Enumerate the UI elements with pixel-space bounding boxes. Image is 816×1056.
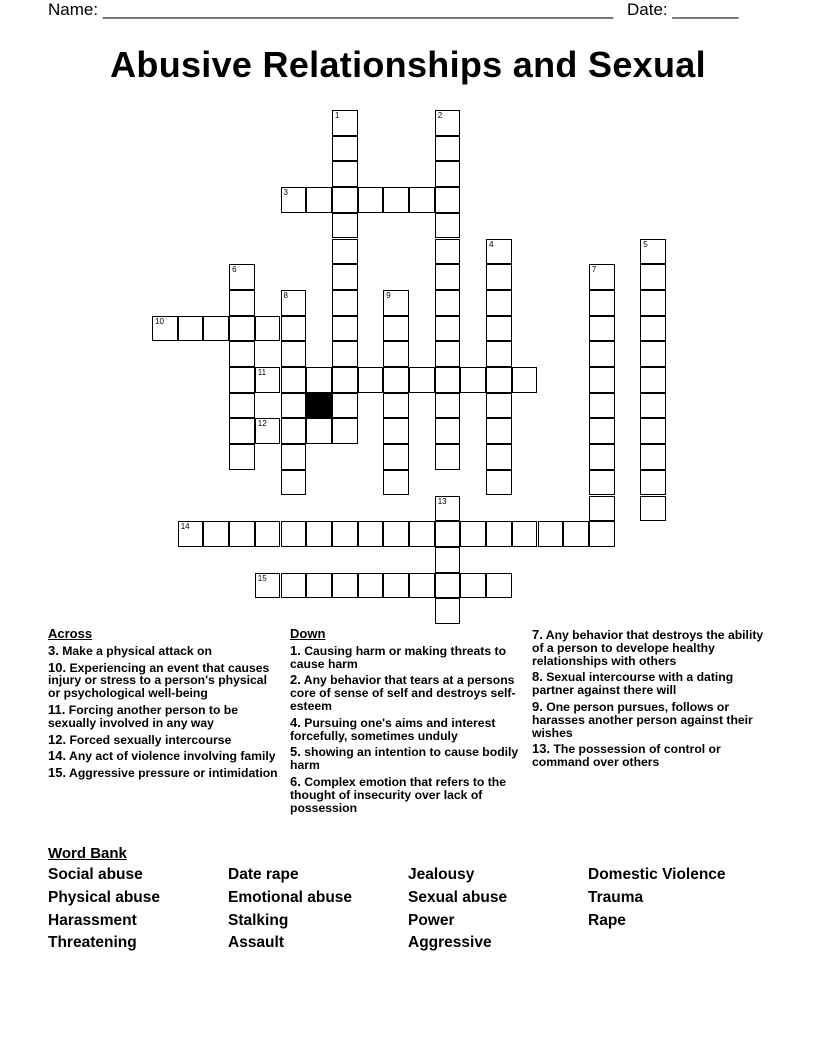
grid-cell[interactable] — [255, 367, 281, 393]
grid-cell[interactable] — [332, 573, 358, 599]
clue-text: Experiencing an event that causes injury or stress to a person's physical or psychological well-being — [48, 660, 270, 701]
clue-number: 13. — [532, 741, 551, 757]
word-bank-item: Harassment — [48, 912, 137, 929]
grid-cell[interactable] — [409, 367, 435, 393]
clue — [48, 659, 280, 701]
clue — [48, 731, 280, 747]
grid-cell[interactable] — [306, 367, 332, 393]
grid-cell[interactable] — [383, 470, 409, 496]
cell-number: 4 — [489, 239, 494, 249]
grid-cell[interactable] — [383, 187, 409, 213]
cell-number: 10 — [155, 316, 164, 326]
grid-cell[interactable] — [229, 341, 255, 367]
clue-number: 1. — [290, 642, 301, 658]
grid-cell[interactable] — [383, 418, 409, 444]
clue — [48, 750, 280, 763]
grid-cell[interactable] — [281, 573, 307, 599]
cell-number: 8 — [283, 290, 288, 300]
grid-cell[interactable] — [640, 444, 666, 470]
grid-cell[interactable] — [281, 316, 307, 342]
clue — [290, 714, 526, 743]
clue-text: Any behavior that tears at a persons core of sense of self and destroys self-esteem — [290, 673, 516, 713]
grid-cell[interactable] — [281, 393, 307, 419]
grid-cell[interactable] — [383, 444, 409, 470]
grid-cell[interactable] — [332, 316, 358, 342]
grid-cell[interactable] — [486, 418, 512, 444]
grid-cell[interactable] — [486, 316, 512, 342]
word-bank-item: Jealousy — [408, 866, 475, 883]
grid-cell[interactable] — [435, 213, 461, 239]
grid-cell[interactable] — [589, 496, 615, 522]
grid-cell[interactable] — [486, 470, 512, 496]
word-bank-item: Stalking — [228, 912, 289, 929]
cell-number: 15 — [257, 573, 267, 583]
grid-cell[interactable] — [383, 290, 409, 316]
cell-number: 6 — [232, 265, 237, 275]
grid-cell[interactable] — [255, 316, 281, 342]
clue — [532, 671, 764, 697]
word-bank-item: Trauma — [588, 889, 644, 906]
grid-cell[interactable] — [486, 341, 512, 367]
grid-cell[interactable] — [332, 341, 358, 367]
clue — [48, 642, 280, 658]
clue-number: 2. — [290, 672, 301, 688]
grid-cell[interactable] — [640, 341, 666, 367]
grid-cell[interactable] — [486, 290, 512, 316]
grid-cell[interactable] — [306, 418, 332, 444]
grid-cell[interactable] — [589, 521, 615, 547]
grid-cell[interactable] — [281, 470, 307, 496]
grid-cell[interactable] — [332, 264, 358, 290]
cell-number: 5 — [643, 239, 648, 249]
grid-cell[interactable] — [383, 573, 409, 599]
grid-cell[interactable] — [435, 367, 461, 393]
grid-cell[interactable] — [435, 341, 461, 367]
grid-cell[interactable] — [358, 521, 384, 547]
grid-cell[interactable] — [512, 521, 538, 547]
cell-number: 7 — [591, 265, 597, 275]
clue-number: 11. — [48, 701, 66, 717]
grid-cell[interactable] — [435, 239, 461, 265]
clue — [532, 698, 764, 740]
grid-cell[interactable] — [435, 598, 461, 624]
grid-cell[interactable] — [435, 187, 461, 213]
grid-cell[interactable] — [332, 161, 358, 187]
grid-cell[interactable] — [152, 316, 178, 342]
grid-cell[interactable] — [306, 521, 332, 547]
clue — [48, 767, 280, 780]
grid-cell[interactable] — [332, 367, 358, 393]
word-bank-item: Date rape — [228, 866, 299, 883]
grid-cell[interactable] — [332, 187, 358, 213]
grid-cell[interactable] — [383, 393, 409, 419]
clue-text: Sexual intercourse with a dating partner against there will — [532, 670, 734, 698]
grid-cell[interactable] — [640, 418, 666, 444]
grid-cell[interactable] — [229, 444, 255, 470]
clue-number: 9. — [532, 698, 543, 714]
down-clues — [290, 628, 526, 818]
cell-number: 12 — [257, 419, 267, 429]
clue-number: 4. — [290, 714, 301, 730]
name-field[interactable]: Name: ______________________________________________________ — [48, 0, 614, 19]
grid-cell[interactable] — [332, 213, 358, 239]
grid-cell[interactable] — [486, 521, 512, 547]
clue-text: Forcing another person to be sexually involved in any way — [48, 702, 239, 730]
grid-cell[interactable] — [409, 187, 435, 213]
grid-cell[interactable] — [589, 393, 615, 419]
cell-number: 9 — [386, 290, 391, 300]
grid-cell[interactable] — [255, 521, 281, 547]
grid-cell[interactable] — [435, 316, 461, 342]
grid-cell[interactable] — [589, 418, 615, 444]
grid-cell[interactable] — [409, 573, 435, 599]
grid-cell[interactable] — [435, 496, 461, 522]
across-heading: Across — [48, 626, 93, 641]
clue-text: Make a physical attack on — [58, 643, 212, 658]
grid-cell[interactable] — [512, 367, 538, 393]
grid-cell[interactable] — [486, 393, 512, 419]
word-bank-item: Rape — [588, 912, 626, 929]
grid-cell[interactable] — [486, 367, 512, 393]
grid-cell[interactable] — [589, 316, 615, 342]
grid-cell[interactable] — [383, 521, 409, 547]
grid-cell[interactable] — [383, 316, 409, 342]
word-bank-item: Assault — [228, 934, 284, 951]
grid-cell[interactable] — [435, 110, 461, 136]
grid-cell[interactable] — [640, 470, 666, 496]
clue-text: The possession of control or command over others — [532, 742, 721, 770]
grid-cell[interactable] — [486, 573, 512, 599]
cell-number: 14 — [180, 522, 190, 532]
grid-cell[interactable] — [281, 418, 307, 444]
word-bank-item: Power — [408, 912, 455, 929]
grid-cell[interactable] — [460, 573, 486, 599]
clue-number: 6. — [290, 773, 301, 789]
clue-text: showing an intention to cause bodily harm — [290, 745, 519, 773]
grid-cell[interactable] — [229, 418, 255, 444]
grid-cell[interactable] — [178, 521, 204, 547]
clue-number: 5. — [290, 744, 301, 760]
cell-number: 11 — [257, 368, 267, 377]
grid-cell[interactable] — [358, 187, 384, 213]
date-field[interactable]: Date: _______ — [627, 0, 739, 19]
black-cell — [306, 393, 332, 419]
grid-cell[interactable] — [640, 290, 666, 316]
grid-cell[interactable] — [435, 521, 461, 547]
clue-number: 12. — [48, 731, 67, 747]
grid-cell[interactable] — [203, 316, 229, 342]
grid-cell[interactable] — [538, 521, 564, 547]
word-bank-heading: Word Bank — [48, 845, 127, 862]
clue — [290, 746, 526, 772]
down-clues-continued — [532, 629, 764, 773]
grid-cell[interactable] — [281, 521, 307, 547]
grid-cell[interactable] — [640, 393, 666, 419]
grid-cell[interactable] — [281, 290, 307, 316]
grid-cell[interactable] — [589, 290, 615, 316]
grid-cell[interactable] — [255, 418, 281, 444]
grid-cell[interactable] — [332, 418, 358, 444]
grid-cell[interactable] — [589, 367, 615, 393]
grid-cell[interactable] — [640, 496, 666, 522]
grid-cell[interactable] — [640, 316, 666, 342]
across-clues — [48, 628, 280, 784]
down-heading: Down — [290, 626, 326, 641]
word-bank-item: Sexual abuse — [408, 889, 508, 906]
clue-number: 3. — [48, 642, 59, 658]
clue-text: Any behavior that destroys the ability of a person to develope healthy relationships with others — [532, 628, 764, 668]
grid-cell[interactable] — [435, 393, 461, 419]
grid-cell[interactable] — [332, 393, 358, 419]
clue — [290, 773, 526, 815]
clue — [290, 642, 526, 671]
grid-cell[interactable] — [332, 136, 358, 162]
clue-number: 8. — [532, 669, 543, 685]
grid-cell[interactable] — [640, 367, 666, 393]
grid-cell[interactable] — [640, 239, 666, 265]
word-bank-item: Aggressive — [408, 934, 492, 951]
puzzle-title: Abusive Relationships and Sexual — [110, 44, 706, 85]
clue-text: Complex emotion that refers to the thought of insecurity over lack of possession — [290, 774, 507, 815]
word-bank-item: Threatening — [48, 934, 137, 951]
clue-number: 15. — [48, 765, 67, 781]
grid-cell[interactable] — [281, 187, 307, 213]
clue-text: One person pursues, follows or harasses another person against their wishes — [532, 699, 753, 740]
grid-cell[interactable] — [229, 393, 255, 419]
clue — [532, 629, 764, 667]
cell-number: 3 — [283, 188, 288, 198]
cell-number: 13 — [437, 496, 447, 506]
grid-cell[interactable] — [229, 367, 255, 393]
grid-cell[interactable] — [281, 341, 307, 367]
clue-number: 10. — [48, 659, 67, 675]
clue-text: Any act of violence involving family — [66, 749, 276, 764]
grid-cell[interactable] — [229, 521, 255, 547]
clue — [532, 743, 764, 769]
grid-cell[interactable] — [486, 264, 512, 290]
grid-cell[interactable] — [332, 110, 358, 136]
grid-cell[interactable] — [306, 573, 332, 599]
clue-text: Causing harm or making threats to cause harm — [290, 643, 507, 671]
grid-cell[interactable] — [255, 573, 281, 599]
grid-cell[interactable] — [332, 239, 358, 265]
grid-cell[interactable] — [281, 367, 307, 393]
grid-cell[interactable] — [563, 521, 589, 547]
clue-number: 7. — [532, 627, 543, 642]
grid-cell[interactable] — [435, 573, 461, 599]
grid-cell[interactable] — [203, 521, 229, 547]
clue-text: Pursuing one's aims and interest forcefully, sometimes unduly — [290, 715, 496, 743]
grid-cell[interactable] — [435, 444, 461, 470]
grid-cell[interactable] — [178, 316, 204, 342]
grid-cell[interactable] — [589, 264, 615, 290]
grid-cell[interactable] — [281, 444, 307, 470]
grid-cell[interactable] — [486, 239, 512, 265]
grid-cell[interactable] — [435, 136, 461, 162]
grid-cell[interactable] — [640, 264, 666, 290]
cell-number: 2 — [437, 111, 443, 120]
grid-cell[interactable] — [358, 573, 384, 599]
grid-cell[interactable] — [229, 316, 255, 342]
grid-cell[interactable] — [460, 367, 486, 393]
grid-cell[interactable] — [409, 521, 435, 547]
grid-cell[interactable] — [435, 161, 461, 187]
word-bank-item: Physical abuse — [48, 889, 161, 906]
clue-text: Forced sexually intercourse — [66, 732, 232, 747]
clue-number: 14. — [48, 748, 67, 764]
grid-cell[interactable] — [435, 290, 461, 316]
grid-cell[interactable] — [435, 547, 461, 573]
grid-cell[interactable] — [358, 367, 384, 393]
cell-number: 1 — [334, 111, 340, 120]
word-bank-item: Emotional abuse — [228, 889, 353, 906]
clue — [290, 674, 526, 712]
grid-cell[interactable] — [435, 264, 461, 290]
grid-cell[interactable] — [589, 341, 615, 367]
grid-cell[interactable] — [589, 470, 615, 496]
grid-cell[interactable] — [486, 444, 512, 470]
grid-cell[interactable] — [383, 341, 409, 367]
grid-cell[interactable] — [332, 290, 358, 316]
grid-cell[interactable] — [383, 367, 409, 393]
grid-cell[interactable] — [460, 521, 486, 547]
grid-cell[interactable] — [229, 264, 255, 290]
word-bank-item: Social abuse — [48, 866, 143, 883]
grid-cell[interactable] — [589, 444, 615, 470]
grid-cell[interactable] — [229, 290, 255, 316]
grid-cell[interactable] — [332, 521, 358, 547]
clue-text: Aggressive pressure or intimidation — [66, 766, 278, 781]
grid-cell[interactable] — [306, 187, 332, 213]
grid-cell[interactable] — [435, 418, 461, 444]
word-bank-item: Domestic Violence — [588, 866, 726, 883]
clue — [48, 701, 280, 730]
